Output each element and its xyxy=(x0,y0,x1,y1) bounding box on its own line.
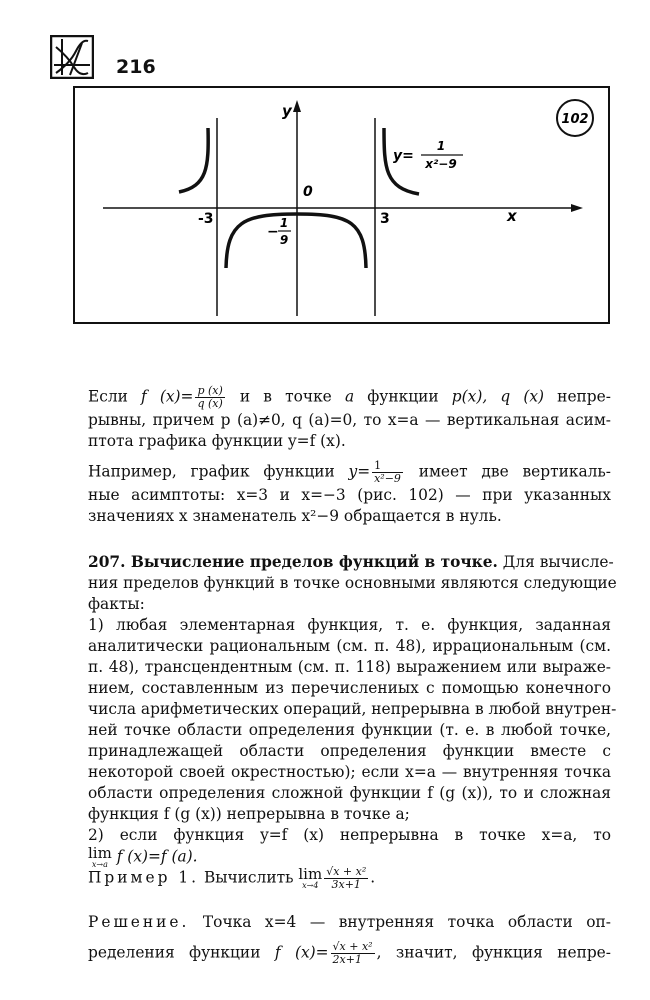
text-run: . xyxy=(370,868,376,887)
limit xyxy=(298,867,322,890)
graph xyxy=(75,88,612,326)
fraction xyxy=(324,866,368,891)
x-axis-arrow-icon xyxy=(571,204,583,212)
solution-label: Решение. xyxy=(88,913,190,931)
para1-line1 xyxy=(88,385,611,410)
y-axis-arrow-icon xyxy=(293,100,301,112)
sec207-line3: факты: xyxy=(88,595,145,613)
sec207-line12: области определения сложной функции f (g (x)), то и сложная xyxy=(88,784,611,802)
limit-subscript: x→4 xyxy=(302,881,319,890)
paragraph-example-asymptotes xyxy=(88,460,611,527)
sec207-line7: нием, составленным из перечислениых с помощью конечного xyxy=(88,679,611,697)
example-1 xyxy=(88,866,611,891)
solution-line2 xyxy=(88,941,611,966)
text-run: Если xyxy=(88,387,142,406)
text-run: Точка x=4 — внутренняя точка области оп- xyxy=(189,913,611,931)
x-axis-label: x xyxy=(507,207,517,225)
figure-102 xyxy=(73,86,610,324)
sec207-line5: аналитически рациональным (см. п. 48), иррациональным (см. xyxy=(88,637,611,655)
sec207-line14: 2) если функция y=f (x) непрерывна в точке x=a, то xyxy=(88,826,611,844)
text-run: f (x)= xyxy=(274,943,329,962)
figure-badge-number: 102 xyxy=(561,112,589,127)
fraction xyxy=(372,460,403,485)
text-run: функции xyxy=(354,387,452,406)
curve-middle-branch xyxy=(226,214,366,268)
text-run: Для вычисле- xyxy=(497,553,614,571)
text-run: , значит, функция непре- xyxy=(376,943,611,962)
para2-line1 xyxy=(88,460,611,485)
sec207-line10: принадлежащей области определения функции вместе с xyxy=(88,742,611,760)
text-run: и в точке xyxy=(226,387,345,406)
sec207-line1 xyxy=(88,552,614,573)
formula-num: 1 xyxy=(436,139,446,153)
para1-line3: птота графика функции y=f (x). xyxy=(88,432,346,450)
paragraph-asymptote-rule xyxy=(88,385,611,452)
fraction xyxy=(195,385,224,410)
sec207-line8: числа арифметических операций, непрерывна в любой внутрен- xyxy=(88,700,617,718)
example1-line xyxy=(88,866,611,891)
text-run: a xyxy=(344,387,355,406)
curve-left-branch xyxy=(179,128,208,192)
limit-word: lim xyxy=(88,844,112,862)
section-207 xyxy=(88,552,617,869)
neg-ninth-den: 9 xyxy=(279,233,289,247)
text-run: f (x)=f (a). xyxy=(111,847,198,866)
section-title: 207. Вычисление пределов функций в точке. xyxy=(88,553,498,571)
formula-den: x²−9 xyxy=(425,157,457,171)
neg-ninth-sign: − xyxy=(267,224,279,240)
text-run: y= xyxy=(348,462,371,481)
fraction xyxy=(331,941,375,966)
sec207-line2: ния пределов функций в точке основными являются следующие xyxy=(88,574,617,592)
origin-label: 0 xyxy=(303,184,313,200)
fraction-denominator: 2x+1 xyxy=(332,953,362,966)
text-run: непре- xyxy=(544,387,611,406)
solution-line1 xyxy=(88,912,611,933)
text-run: имеет две вертикаль- xyxy=(404,462,611,481)
neg-ninth-num: 1 xyxy=(279,216,289,230)
para2-line3: значениях x знаменатель x²−9 обращается в нуль. xyxy=(88,507,502,525)
fraction-numerator: 1 xyxy=(372,460,403,473)
text-run: p(x), q (x) xyxy=(451,387,545,406)
text-run: ределения функции xyxy=(88,943,275,962)
text-run: f (x)= xyxy=(141,387,194,406)
tick-label-neg3: -3 xyxy=(198,211,214,227)
example-label: Пример 1. xyxy=(88,868,200,887)
formula-lhs: y= xyxy=(393,148,414,164)
fraction-denominator: q (x) xyxy=(197,397,223,410)
para1-line2: рывны, причем p (a)≠0, q (a)=0, то x=a — вертикальная асим- xyxy=(88,411,611,429)
para2-line2: ные асимптоты: x=3 и x=−3 (рис. 102) — при указанных xyxy=(88,486,611,504)
sec207-line11: некоторой своей окрестностью); если x=a — внутренняя точка xyxy=(88,763,611,781)
sec207-line6: п. 48), трансцендентным (см. п. 118) выражением или выраже- xyxy=(88,658,611,676)
sec207-line4: 1) любая элементарная функция, т. е. функция, заданная xyxy=(88,616,611,634)
page-number: 216 xyxy=(116,56,156,78)
limit-subscript: x→a xyxy=(91,860,108,869)
limit-word: lim xyxy=(298,865,323,883)
y-axis-label: y xyxy=(282,102,292,120)
sec207-line13: функция f (g (x)) непрерывна в точке a; xyxy=(88,805,410,823)
fraction-numerator: √x + x² xyxy=(332,940,373,953)
fraction-numerator: √x + x² xyxy=(326,865,367,878)
fraction-denominator: x²−9 xyxy=(374,472,401,485)
text-run: Вычислить xyxy=(199,868,299,887)
text-run: Например, график функции xyxy=(88,462,349,481)
solution xyxy=(88,912,611,966)
fraction-numerator: p (x) xyxy=(197,384,223,397)
tick-label-3: 3 xyxy=(380,211,390,227)
fraction-denominator: 3x+1 xyxy=(331,878,361,891)
chapter-logo-icon xyxy=(50,35,94,79)
sec207-line9: ней точке области определения функции (т. е. в любой точке, xyxy=(88,721,611,739)
